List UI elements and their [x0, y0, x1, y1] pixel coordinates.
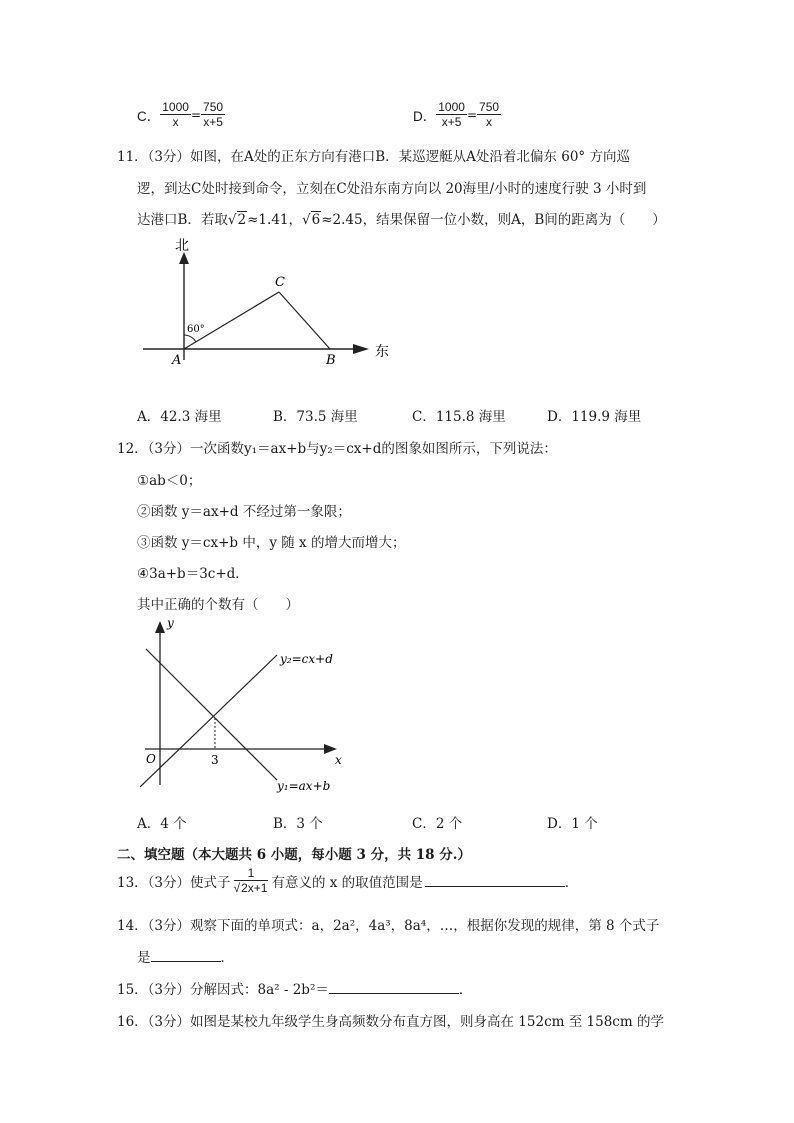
- q14-line1: 14．（3分）观察下面的单项式：a，2a²，4a³，8a⁴，…，根据你发现的规律，第 8 个式子: [117, 918, 660, 934]
- q12-option-b: B．3 个: [273, 816, 323, 832]
- q12-figure: [140, 615, 350, 800]
- label-c: C: [275, 275, 285, 290]
- q10-d-left-fraction: $\frac{1000}{x+5}$: [438, 100, 465, 129]
- q12-stem: 12．（3分）一次函数y₁＝ax+b与y₂＝cx+d的图象如图所示，下列说法：: [117, 441, 557, 457]
- q15: 15．（3分）分解因式：8a² - 2b²＝ ．: [117, 982, 473, 998]
- label-y-axis: y: [167, 616, 174, 630]
- q10-c-label: C．: [137, 108, 161, 124]
- label-east: 东: [375, 344, 389, 360]
- q11-line2: 逻，到达C处时接到命令，立刻在C处沿东南方向以 20海里/小时的速度行驶 3 小时到: [137, 181, 647, 197]
- q12-statement-3: ③函数 y＝cx+b 中，y 随 x 的增大而增大；: [137, 535, 406, 551]
- q11-line1: 11．（3分）如图，在A处的正东方向有港口B．某巡逻艇从A处沿着北偏东 60° 方向巡: [117, 149, 630, 165]
- q16-line1: 16．（3分）如图是某校九年级学生身高频数分布直方图，则身高在 152cm 至 158cm 的学: [117, 1014, 664, 1030]
- q12-option-a: A．4 个: [137, 816, 187, 832]
- sqrt-6: 6: [311, 212, 321, 228]
- q13-answer-blank[interactable]: [425, 874, 565, 887]
- label-tick-3: 3: [211, 753, 219, 767]
- label-b: B: [326, 353, 336, 368]
- label-y2: y₂=cx+d: [280, 652, 333, 666]
- q12-statement-4: ④3a+b＝3c+d．: [137, 566, 249, 582]
- y-arrow-icon: [155, 621, 165, 633]
- label-north: 北: [175, 238, 189, 254]
- q11-line3: 达港口B．若取√2≈1.41，√6≈2.45，结果保留一位小数，则A，B间的距离为（ ）: [137, 212, 666, 228]
- label-origin: O: [146, 752, 156, 766]
- q13: 13．（3分）使式子 $\frac{1}{√2x+1}$ 有意义的 x 的取值范围是 ．: [117, 866, 579, 895]
- section-2-heading: 二、填空题（本大题共 6 小题，每小题 3 分，共 18 分.）: [117, 847, 471, 863]
- label-x-axis: x: [335, 753, 342, 767]
- label-angle: 60°: [187, 324, 205, 335]
- q12-statement-1: ①ab＜0；: [137, 473, 202, 489]
- segment-cb: [279, 292, 330, 349]
- label-a: A: [172, 353, 182, 368]
- q10-c-right-fraction: $\frac{750}{x+5}$: [203, 100, 224, 129]
- q10-c-left-fraction: $\frac{1000}{x}$: [162, 100, 189, 129]
- q10-d-right-fraction: $\frac{750}{x}$: [479, 100, 500, 129]
- q14-line2: 是 ．: [137, 950, 234, 966]
- angle-arc: [184, 335, 196, 342]
- q11-figure: [135, 230, 395, 375]
- q12-option-d: D．1 个: [547, 816, 598, 832]
- q11-option-a: A．42.3 海里: [137, 409, 222, 425]
- q12-ask: 其中正确的个数有（ ）: [137, 597, 299, 613]
- q12-option-c: C．2 个: [412, 816, 463, 832]
- q14-answer-blank[interactable]: [151, 949, 221, 962]
- q11-option-b: B．73.5 海里: [273, 409, 358, 425]
- q10-d-label: D．: [413, 108, 437, 124]
- q15-answer-blank[interactable]: [329, 981, 459, 994]
- q11-option-c: C．115.8 海里: [412, 409, 506, 425]
- q10-option-d: D． $\frac{1000}{x+5}$ = $\frac{750}{x}$: [413, 100, 500, 129]
- q11-option-d: D．119.9 海里: [547, 409, 642, 425]
- q13-fraction: $\frac{1}{√2x+1}$: [233, 866, 268, 895]
- segment-ac: [184, 292, 279, 349]
- q12-statement-2: ②函数 y＝ax+d 不经过第一象限；: [137, 504, 351, 520]
- sqrt-2: 2: [237, 212, 247, 228]
- east-arrow-icon: [353, 344, 369, 354]
- q10-option-c: C． $\frac{1000}{x}$ = $\frac{750}{x+5}$: [137, 100, 224, 129]
- label-y1: y₁=ax+b: [277, 779, 331, 793]
